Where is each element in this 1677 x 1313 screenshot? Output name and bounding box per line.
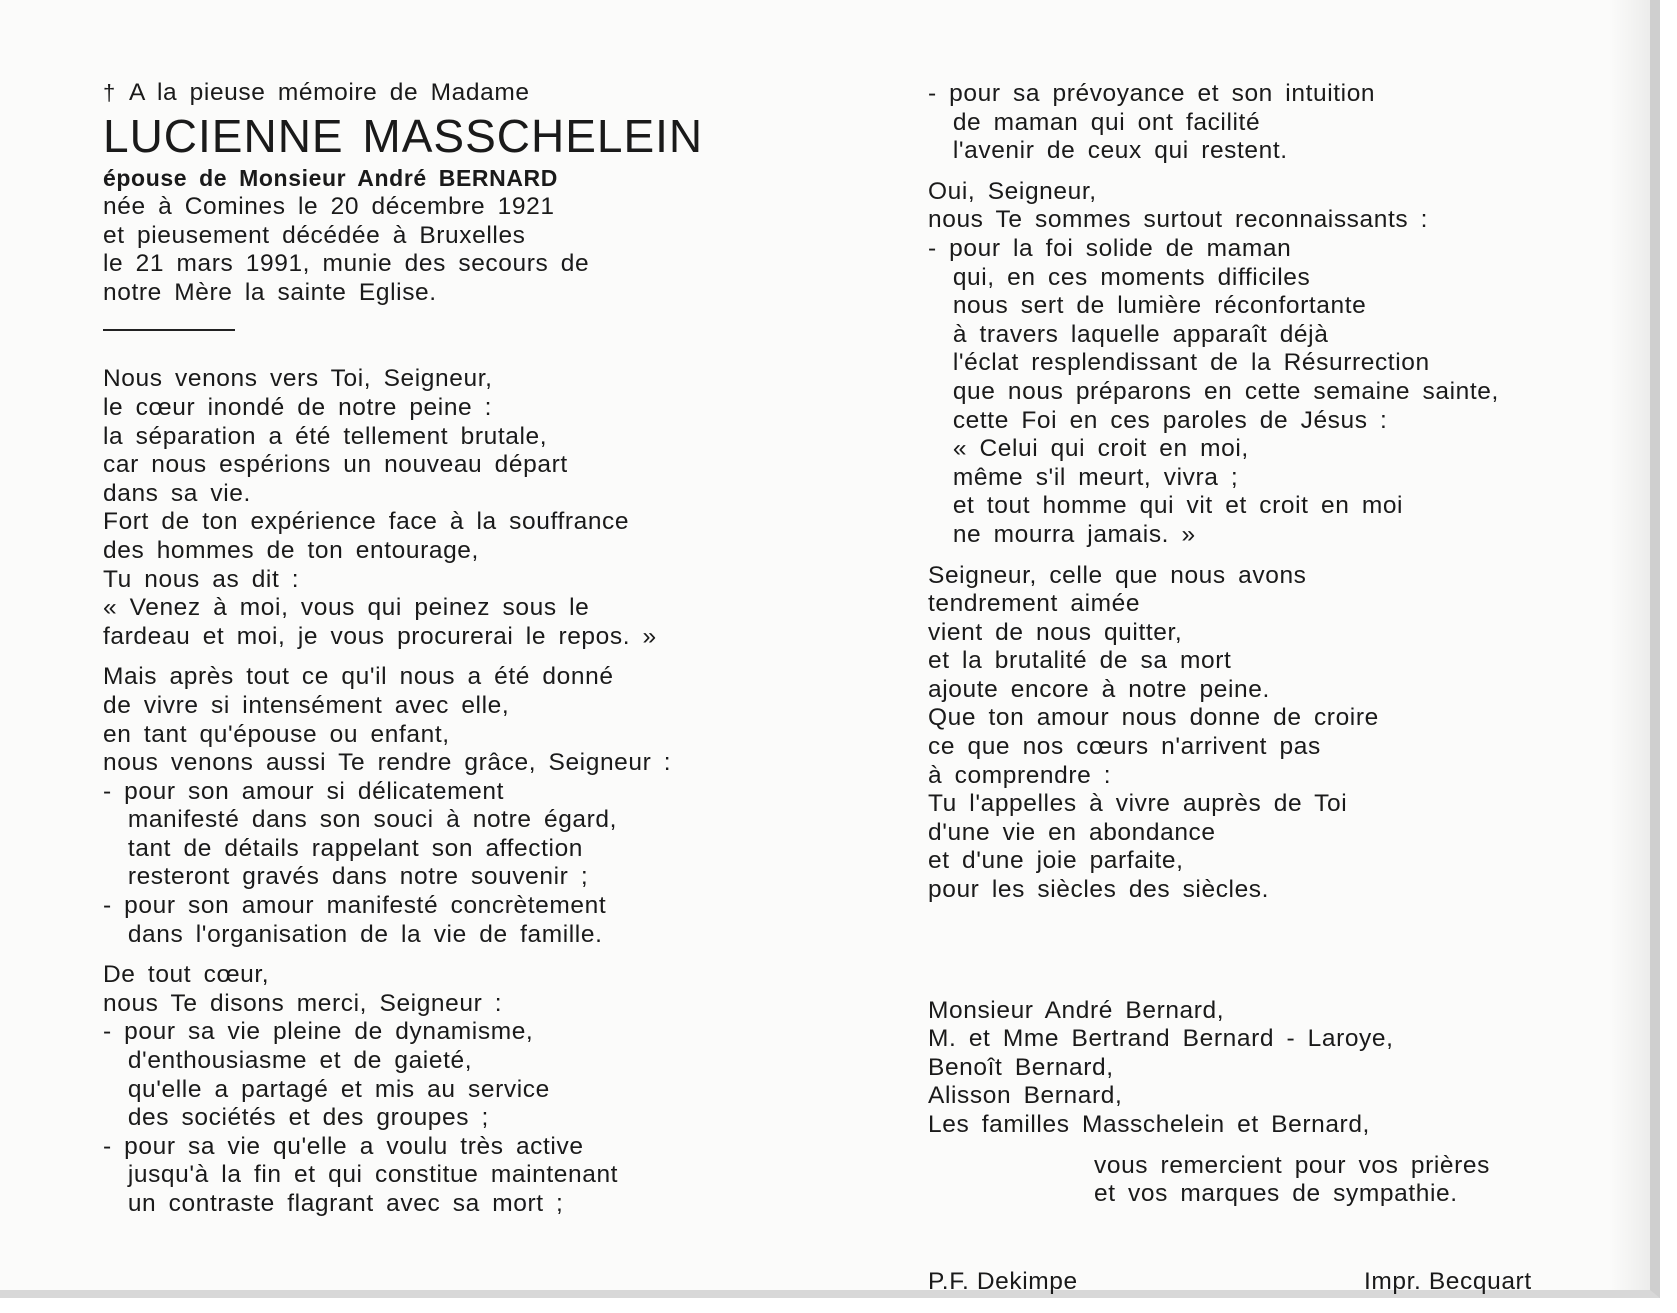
- text-line: nous venons aussi Te rendre grâce, Seigneur :: [103, 749, 672, 777]
- text-line: car nous espérions un nouveau départ: [103, 451, 568, 479]
- text-line: dans sa vie.: [103, 479, 251, 507]
- text-line: en tant qu'épouse ou enfant,: [103, 720, 450, 748]
- text-line: - pour sa vie pleine de dynamisme,: [103, 1018, 534, 1046]
- text-line: ajoute encore à notre peine.: [928, 675, 1270, 703]
- text-line: qui, en ces moments difficiles: [928, 263, 1311, 291]
- text-line: fardeau et moi, je vous procurerai le repos. »: [103, 622, 657, 650]
- text-line: et la brutalité de sa mort: [928, 647, 1232, 675]
- right-column: [928, 80, 1648, 1209]
- text-line: « Venez à moi, vous qui peinez sous le: [103, 594, 590, 622]
- text-line: Fort de ton expérience face à la souffrance: [103, 508, 630, 536]
- thanks-block: [928, 1152, 1648, 1209]
- text-line: qu'elle a partagé et mis au service: [103, 1075, 550, 1103]
- intro-line: [103, 79, 823, 107]
- text-line: l'avenir de ceux qui restent.: [928, 137, 1288, 165]
- bio-line: née à Comines le 20 décembre 1921: [103, 193, 555, 220]
- prayer-paragraph-4: [928, 80, 1648, 166]
- text-line: tendrement aimée: [928, 590, 1141, 618]
- text-line: de vivre si intensément avec elle,: [103, 691, 510, 719]
- text-line: vient de nous quitter,: [928, 618, 1183, 646]
- text-line: et d'une joie parfaite,: [928, 847, 1184, 875]
- text-line: Oui, Seigneur,: [928, 177, 1097, 205]
- prayer-paragraph-1: [103, 365, 823, 651]
- prayer-paragraph-6: [928, 562, 1648, 905]
- thanks-line: et vos marques de sympathie.: [1094, 1180, 1458, 1208]
- bio-line: et pieusement décédée à Bruxelles: [103, 221, 526, 249]
- text-line: Que ton amour nous donne de croire: [928, 704, 1379, 732]
- printer-credit: Impr. Becquart: [1364, 1268, 1532, 1295]
- paragraph-gap: [928, 550, 1648, 562]
- text-line: et tout homme qui vit et croit en moi: [928, 492, 1404, 520]
- divider-line: [103, 329, 235, 331]
- text-line: resteront gravés dans notre souvenir ;: [103, 863, 589, 891]
- text-line: dans l'organisation de la vie de famille.: [103, 920, 603, 948]
- text-line: Tu l'appelles à vivre auprès de Toi: [928, 790, 1348, 818]
- text-line: l'éclat resplendissant de la Résurrection: [928, 349, 1430, 377]
- text-line: Mais après tout ce qu'il nous a été donné: [103, 663, 614, 691]
- undertaker-credit: P.F. Dekimpe: [928, 1268, 1078, 1295]
- paragraph-gap: [103, 949, 823, 961]
- text-line: cette Foi en ces paroles de Jésus :: [928, 406, 1388, 434]
- text-line: ce que nos cœurs n'arrivent pas: [928, 733, 1321, 761]
- bio-line: notre Mère la sainte Eglise.: [103, 278, 437, 306]
- spacer: [928, 1140, 1648, 1152]
- bio-line: le 21 mars 1991, munie des secours de: [103, 250, 590, 278]
- text-line: - pour son amour si délicatement: [103, 777, 504, 805]
- text-line: Tu nous as dit :: [103, 565, 300, 593]
- text-line: que nous préparons en cette semaine sainte,: [928, 377, 1499, 405]
- text-line: - pour la foi solide de maman: [928, 234, 1292, 262]
- text-line: un contraste flagrant avec sa mort ;: [103, 1190, 564, 1217]
- text-line: d'une vie en abondance: [928, 818, 1216, 846]
- prayer-paragraph-2: [103, 663, 823, 949]
- family-member: Monsieur André Bernard,: [928, 996, 1225, 1024]
- text-line: - pour sa vie qu'elle a voulu très active: [103, 1132, 584, 1160]
- spouse-line: épouse de Monsieur André BERNARD: [103, 165, 558, 191]
- text-line: De tout cœur,: [103, 961, 270, 989]
- bio-block: [103, 193, 823, 307]
- family-member: Les familles Masschelein et Bernard,: [928, 1111, 1370, 1138]
- text-line: la séparation a été tellement brutale,: [103, 422, 548, 450]
- text-line: nous Te disons merci, Seigneur :: [103, 989, 503, 1017]
- text-line: « Celui qui croit en moi,: [928, 435, 1249, 463]
- text-line: tant de détails rappelant son affection: [103, 834, 584, 862]
- cross-icon: †: [103, 80, 116, 105]
- text-line: ne mourra jamais. »: [928, 520, 1196, 548]
- text-line: manifesté dans son souci à notre égard,: [103, 806, 618, 834]
- family-member: Benoît Bernard,: [928, 1053, 1114, 1081]
- text-line: nous sert de lumière réconfortante: [928, 292, 1367, 320]
- family-member: M. et Mme Bertrand Bernard - Laroye,: [928, 1025, 1394, 1053]
- deceased-name: LUCIENNE MASSCHELEIN: [103, 110, 704, 162]
- text-line: à comprendre :: [928, 761, 1112, 789]
- text-line: des hommes de ton entourage,: [103, 536, 479, 564]
- text-line: même s'il meurt, vivra ;: [928, 463, 1239, 491]
- left-column: [103, 79, 823, 1219]
- paragraph-gap: [928, 166, 1648, 178]
- text-line: - pour sa prévoyance et son intuition: [928, 80, 1376, 107]
- text-line: le cœur inondé de notre peine :: [103, 393, 493, 421]
- text-line: des sociétés et des groupes ;: [103, 1104, 489, 1132]
- paragraph-gap: [103, 651, 823, 663]
- text-line: - pour son amour manifesté concrètement: [103, 892, 607, 920]
- spacer: [928, 945, 1648, 985]
- text-line: d'enthousiasme et de gaieté,: [103, 1047, 473, 1075]
- spacer: [928, 905, 1648, 945]
- text-line: Seigneur, celle que nous avons: [928, 561, 1307, 589]
- text-line: Nous venons vers Toi, Seigneur,: [103, 365, 493, 393]
- text-line: jusqu'à la fin et qui constitue maintenant: [103, 1161, 619, 1189]
- text-line: de maman qui ont facilité: [928, 108, 1261, 136]
- text-line: à travers laquelle apparaît déjà: [928, 320, 1329, 348]
- family-member: Alisson Bernard,: [928, 1082, 1123, 1110]
- text-line: pour les siècles des siècles.: [928, 876, 1270, 904]
- prayer-paragraph-3: [103, 961, 823, 1218]
- thanks-line: vous remercient pour vos prières: [1094, 1151, 1490, 1179]
- spacer: [928, 985, 1648, 997]
- text-line: nous Te sommes surtout reconnaissants :: [928, 206, 1429, 234]
- family-list: [928, 997, 1648, 1140]
- prayer-paragraph-5: [928, 178, 1648, 550]
- intro-text: A la pieuse mémoire de Madame: [129, 79, 530, 106]
